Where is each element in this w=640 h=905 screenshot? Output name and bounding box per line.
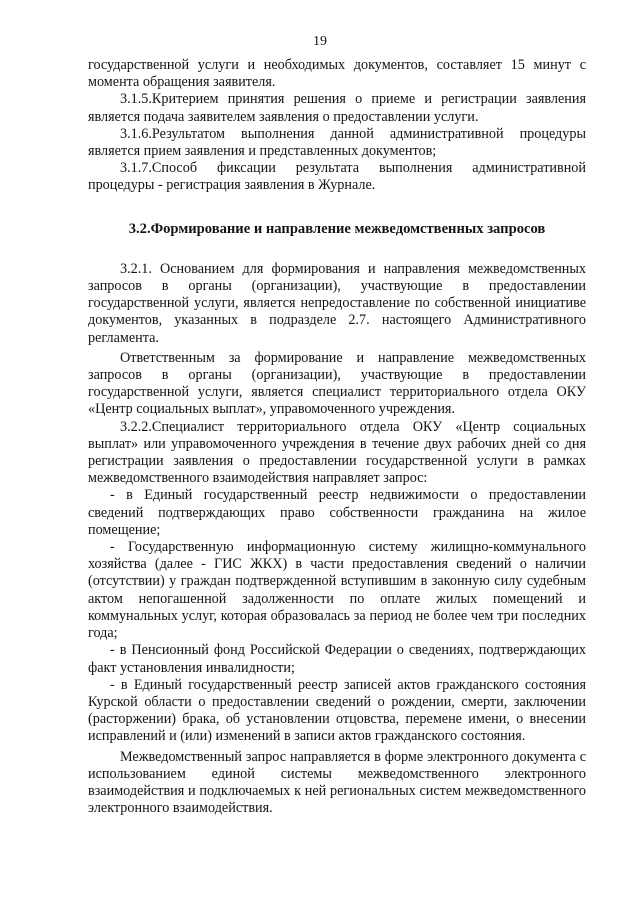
paragraph-continuation: государственной услуги и необходимых документов, составляет 15 минут с момента обращения заявителя.: [88, 57, 586, 91]
list-item: - в Единый государственный реестр недвижимости о предоставлении сведений подтверждающих право собственности гражданина на жилое помещение;: [88, 487, 586, 538]
paragraph-closing: Межведомственный запрос направляется в форме электронного документа с использованием единой системы межведомственного электронного взаимодействия и подключаемых к ней региональных систем межведомственного электронного взаимодействия.: [88, 748, 586, 817]
paragraph-3-1-5: 3.1.5.Критерием принятия решения о приеме и регистрации заявления является подача заявителем заявления о предоставлении услуги.: [88, 91, 586, 125]
paragraph-3-2-2: 3.2.2.Специалист территориального отдела ОКУ «Центр социальных выплат» или управомоченного учреждения в течение двух рабочих дней со дня регистрации заявления о предоставлении государственной услуги в рамках межведомственного взаимодействия направляет запрос:: [88, 418, 586, 487]
paragraph-3-2-1: 3.2.1. Основанием для формирования и направления межведомственных запросов в органы (организации), участвующие в предоставлении государственной услуги, является непредоставление по собственной инициативе документов, указанных в подразделе 2.7. настоящего Административного регламента.: [88, 260, 586, 346]
section-heading: 3.2.Формирование и направление межведомственных запросов: [128, 220, 546, 237]
paragraph-responsible: Ответственным за формирование и направление межведомственных запросов в органы (организации), участвующие в предоставлении государственной услуги, является специалист территориального отдела ОКУ «Центр социальных выплат», управомоченного учреждения.: [88, 349, 586, 418]
document-body: [88, 57, 586, 817]
page-number: 19: [313, 34, 327, 49]
paragraph-3-1-7: 3.1.7.Способ фиксации результата выполнения административной процедуры - регистрация заявления в Журнале.: [88, 160, 586, 194]
list-item: - Государственную информационную систему жилищно-коммунального хозяйства (далее - ГИС ЖКХ) в части предоставления сведений о наличии (отсутствии) у граждан подтвержденной вступившим в законную силу судебным актом непогашенной задолженности по оплате жилых помещений и коммунальных услуг, которая образовалась за период не более чем три последних года;: [88, 539, 586, 642]
list-item: - в Единый государственный реестр записей актов гражданского состояния Курской области о предоставлении сведений о рождении, смерти, заключении (расторжении) брака, об установлении отцовства, перемене имени, о внесении исправлений и (или) изменений в записи актов гражданского состояния.: [88, 676, 586, 745]
paragraph-3-1-6: 3.1.6.Результатом выполнения данной административной процедуры является прием заявления и представленных документов;: [88, 125, 586, 160]
list-item: - в Пенсионный фонд Российской Федерации о сведениях, подтверждающих факт установления инвалидности;: [88, 642, 586, 676]
